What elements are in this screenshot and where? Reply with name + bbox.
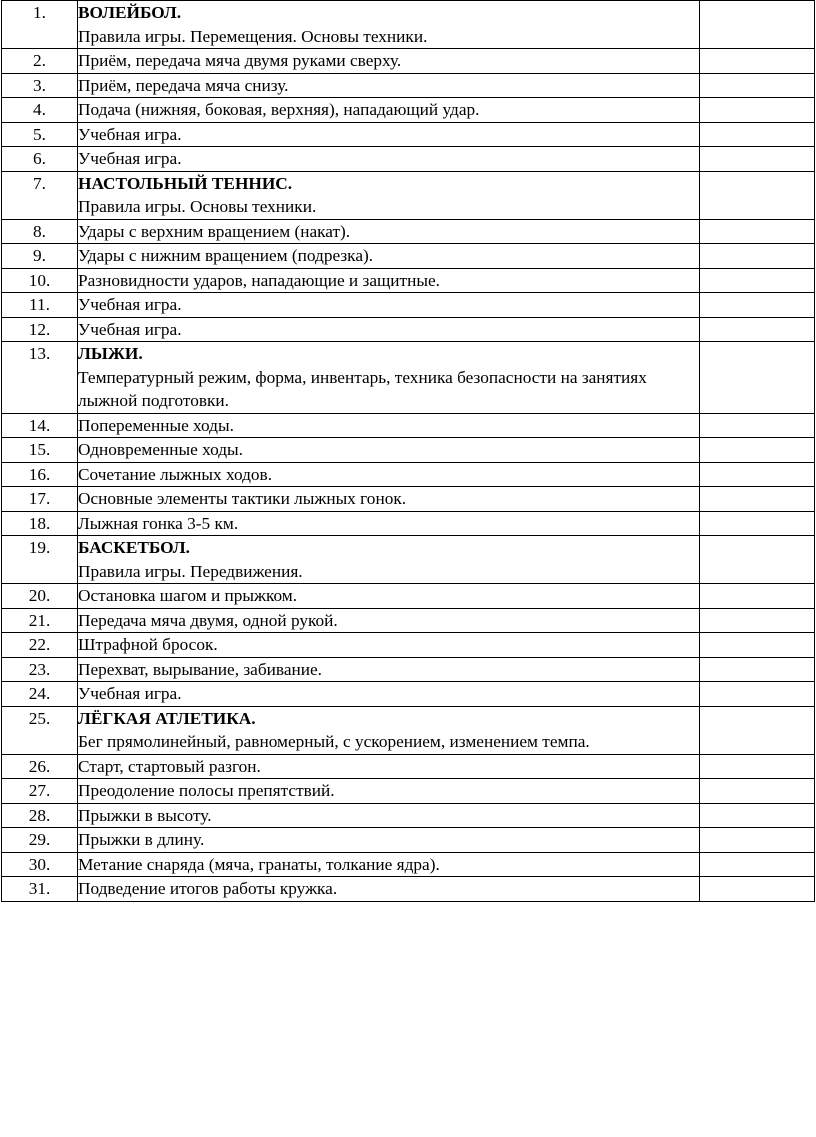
lesson-topic: [78, 342, 700, 414]
lesson-plan-body: [2, 1, 815, 902]
table-row: [2, 584, 815, 609]
table-row: [2, 268, 815, 293]
lesson-topic: [78, 49, 700, 74]
table-row: [2, 413, 815, 438]
empty-cell: [700, 98, 815, 123]
lesson-number: 20.: [2, 584, 78, 609]
lesson-number: 29.: [2, 828, 78, 853]
lesson-number: 30.: [2, 852, 78, 877]
lesson-description: Преодоление полосы препятствий.: [78, 781, 335, 800]
empty-cell: [700, 877, 815, 902]
lesson-topic: [78, 438, 700, 463]
lesson-number: 18.: [2, 511, 78, 536]
lesson-number: 12.: [2, 317, 78, 342]
empty-cell: [700, 171, 815, 219]
lesson-number: 26.: [2, 754, 78, 779]
lesson-topic: [78, 754, 700, 779]
lesson-number: 16.: [2, 462, 78, 487]
empty-cell: [700, 413, 815, 438]
empty-cell: [700, 219, 815, 244]
section-heading: ЛЫЖИ.: [78, 344, 143, 363]
lesson-description: Прыжки в длину.: [78, 830, 205, 849]
lesson-description: Лыжная гонка 3-5 км.: [78, 513, 239, 533]
table-row: [2, 779, 815, 804]
lesson-description: Штрафной бросок.: [78, 635, 218, 654]
empty-cell: [700, 803, 815, 828]
lesson-topic: [78, 828, 700, 853]
empty-cell: [700, 682, 815, 707]
empty-cell: [700, 268, 815, 293]
empty-cell: [700, 317, 815, 342]
lesson-number: 9.: [2, 244, 78, 269]
lesson-topic: [78, 803, 700, 828]
empty-cell: [700, 536, 815, 584]
lesson-topic: [78, 317, 700, 342]
lesson-number: 17.: [2, 487, 78, 512]
section-heading: ВОЛЕЙБОЛ.: [78, 3, 182, 22]
table-row: [2, 536, 815, 584]
lesson-topic: [78, 536, 700, 584]
lesson-description: Подведение итогов работы кружка.: [78, 879, 338, 898]
lesson-topic: [78, 584, 700, 609]
lesson-number: 25.: [2, 706, 78, 754]
lesson-number: 6.: [2, 147, 78, 172]
lesson-description: Учебная игра.: [78, 149, 182, 168]
lesson-number: 10.: [2, 268, 78, 293]
lesson-number: 23.: [2, 657, 78, 682]
empty-cell: [700, 608, 815, 633]
table-row: [2, 852, 815, 877]
table-row: [2, 244, 815, 269]
lesson-topic: [78, 98, 700, 123]
table-row: [2, 49, 815, 74]
lesson-topic: [78, 682, 700, 707]
empty-cell: [700, 49, 815, 74]
lesson-description: Учебная игра.: [78, 124, 182, 144]
empty-cell: [700, 706, 815, 754]
empty-cell: [700, 462, 815, 487]
section-heading: БАСКЕТБОЛ.: [78, 538, 190, 557]
empty-cell: [700, 244, 815, 269]
lesson-description: Разновидности ударов, нападающие и защитные.: [78, 270, 440, 290]
lesson-description: Сочетание лыжных ходов.: [78, 464, 273, 484]
lesson-description: Удары с верхним вращением (накат).: [78, 221, 351, 241]
lesson-number: 8.: [2, 219, 78, 244]
empty-cell: [700, 657, 815, 682]
lesson-number: 14.: [2, 413, 78, 438]
lesson-topic: [78, 706, 700, 754]
lesson-topic: [78, 147, 700, 172]
lesson-number: 28.: [2, 803, 78, 828]
lesson-topic: [78, 633, 700, 658]
lesson-topic: [78, 852, 700, 877]
table-row: [2, 462, 815, 487]
empty-cell: [700, 1, 815, 49]
lesson-topic: [78, 293, 700, 318]
lesson-number: 4.: [2, 98, 78, 123]
table-row: [2, 171, 815, 219]
table-row: [2, 122, 815, 147]
lesson-description: Приём, передача мяча снизу.: [78, 75, 289, 95]
empty-cell: [700, 122, 815, 147]
lesson-description: Учебная игра.: [78, 295, 182, 314]
table-row: [2, 877, 815, 902]
empty-cell: [700, 293, 815, 318]
lesson-description: Учебная игра.: [78, 684, 182, 703]
lesson-topic: [78, 877, 700, 902]
empty-cell: [700, 584, 815, 609]
empty-cell: [700, 852, 815, 877]
empty-cell: [700, 828, 815, 853]
table-row: [2, 511, 815, 536]
lesson-topic: [78, 219, 700, 244]
lesson-number: 2.: [2, 49, 78, 74]
lesson-description: Старт, стартовый разгон.: [78, 756, 261, 776]
lesson-topic: [78, 73, 700, 98]
lesson-description: Температурный режим, форма, инвентарь, техника безопасности на занятиях лыжной подготовки.: [78, 367, 647, 410]
empty-cell: [700, 754, 815, 779]
lesson-number: 3.: [2, 73, 78, 98]
lesson-topic: [78, 413, 700, 438]
empty-cell: [700, 779, 815, 804]
lesson-number: 13.: [2, 342, 78, 414]
lesson-number: 11.: [2, 293, 78, 318]
section-heading: НАСТОЛЬНЫЙ ТЕННИС.: [78, 173, 293, 193]
table-row: [2, 706, 815, 754]
lesson-description: Перехват, вырывание, забивание.: [78, 659, 322, 679]
lesson-topic: [78, 511, 700, 536]
lesson-description: Удары с нижним вращением (подрезка).: [78, 246, 374, 265]
table-row: [2, 803, 815, 828]
lesson-topic: [78, 268, 700, 293]
empty-cell: [700, 147, 815, 172]
empty-cell: [700, 487, 815, 512]
lesson-description: Подача (нижняя, боковая, верхняя), нападающий удар.: [78, 100, 480, 119]
table-row: [2, 633, 815, 658]
lesson-number: 21.: [2, 608, 78, 633]
lesson-topic: [78, 462, 700, 487]
table-row: [2, 828, 815, 853]
table-row: [2, 342, 815, 414]
empty-cell: [700, 73, 815, 98]
lesson-description: Попеременные ходы.: [78, 415, 234, 435]
table-row: [2, 682, 815, 707]
table-row: [2, 98, 815, 123]
table-row: [2, 73, 815, 98]
lesson-number: 24.: [2, 682, 78, 707]
table-row: [2, 219, 815, 244]
table-row: [2, 487, 815, 512]
empty-cell: [700, 633, 815, 658]
lesson-number: 31.: [2, 877, 78, 902]
lesson-topic: [78, 244, 700, 269]
lesson-description: Остановка шагом и прыжком.: [78, 586, 298, 605]
lesson-number: 15.: [2, 438, 78, 463]
lesson-topic: [78, 608, 700, 633]
lesson-description: Бег прямолинейный, равномерный, с ускорением, изменением темпа.: [78, 732, 590, 751]
table-row: [2, 147, 815, 172]
table-row: [2, 438, 815, 463]
table-row: [2, 657, 815, 682]
lesson-number: 5.: [2, 122, 78, 147]
lesson-topic: [78, 487, 700, 512]
lesson-description: Передача мяча двумя, одной рукой.: [78, 610, 338, 630]
empty-cell: [700, 438, 815, 463]
lesson-description: Метание снаряда (мяча, гранаты, толкание ядра).: [78, 854, 440, 874]
empty-cell: [700, 342, 815, 414]
table-row: [2, 608, 815, 633]
lesson-topic: [78, 122, 700, 147]
lesson-description: Учебная игра.: [78, 319, 182, 339]
empty-cell: [700, 511, 815, 536]
lesson-description: Правила игры. Основы техники.: [78, 197, 317, 216]
lesson-number: 22.: [2, 633, 78, 658]
lesson-number: 27.: [2, 779, 78, 804]
table-row: [2, 317, 815, 342]
table-row: [2, 1, 815, 49]
lesson-description: Правила игры. Передвижения.: [78, 561, 303, 581]
lesson-description: Основные элементы тактики лыжных гонок.: [78, 489, 407, 508]
lesson-topic: [78, 1, 700, 49]
lesson-topic: [78, 171, 700, 219]
lesson-topic: [78, 657, 700, 682]
section-heading: ЛЁГКАЯ АТЛЕТИКА.: [78, 708, 256, 728]
lesson-topic: [78, 779, 700, 804]
lesson-description: Одновременные ходы.: [78, 440, 243, 459]
lesson-description: Правила игры. Перемещения. Основы техники.: [78, 26, 428, 46]
table-row: [2, 293, 815, 318]
table-row: [2, 754, 815, 779]
lesson-number: 1.: [2, 1, 78, 49]
lesson-plan-table: [1, 0, 815, 902]
lesson-description: Приём, передача мяча двумя руками сверху.: [78, 51, 402, 70]
lesson-number: 7.: [2, 171, 78, 219]
lesson-description: Прыжки в высоту.: [78, 805, 212, 825]
lesson-number: 19.: [2, 536, 78, 584]
